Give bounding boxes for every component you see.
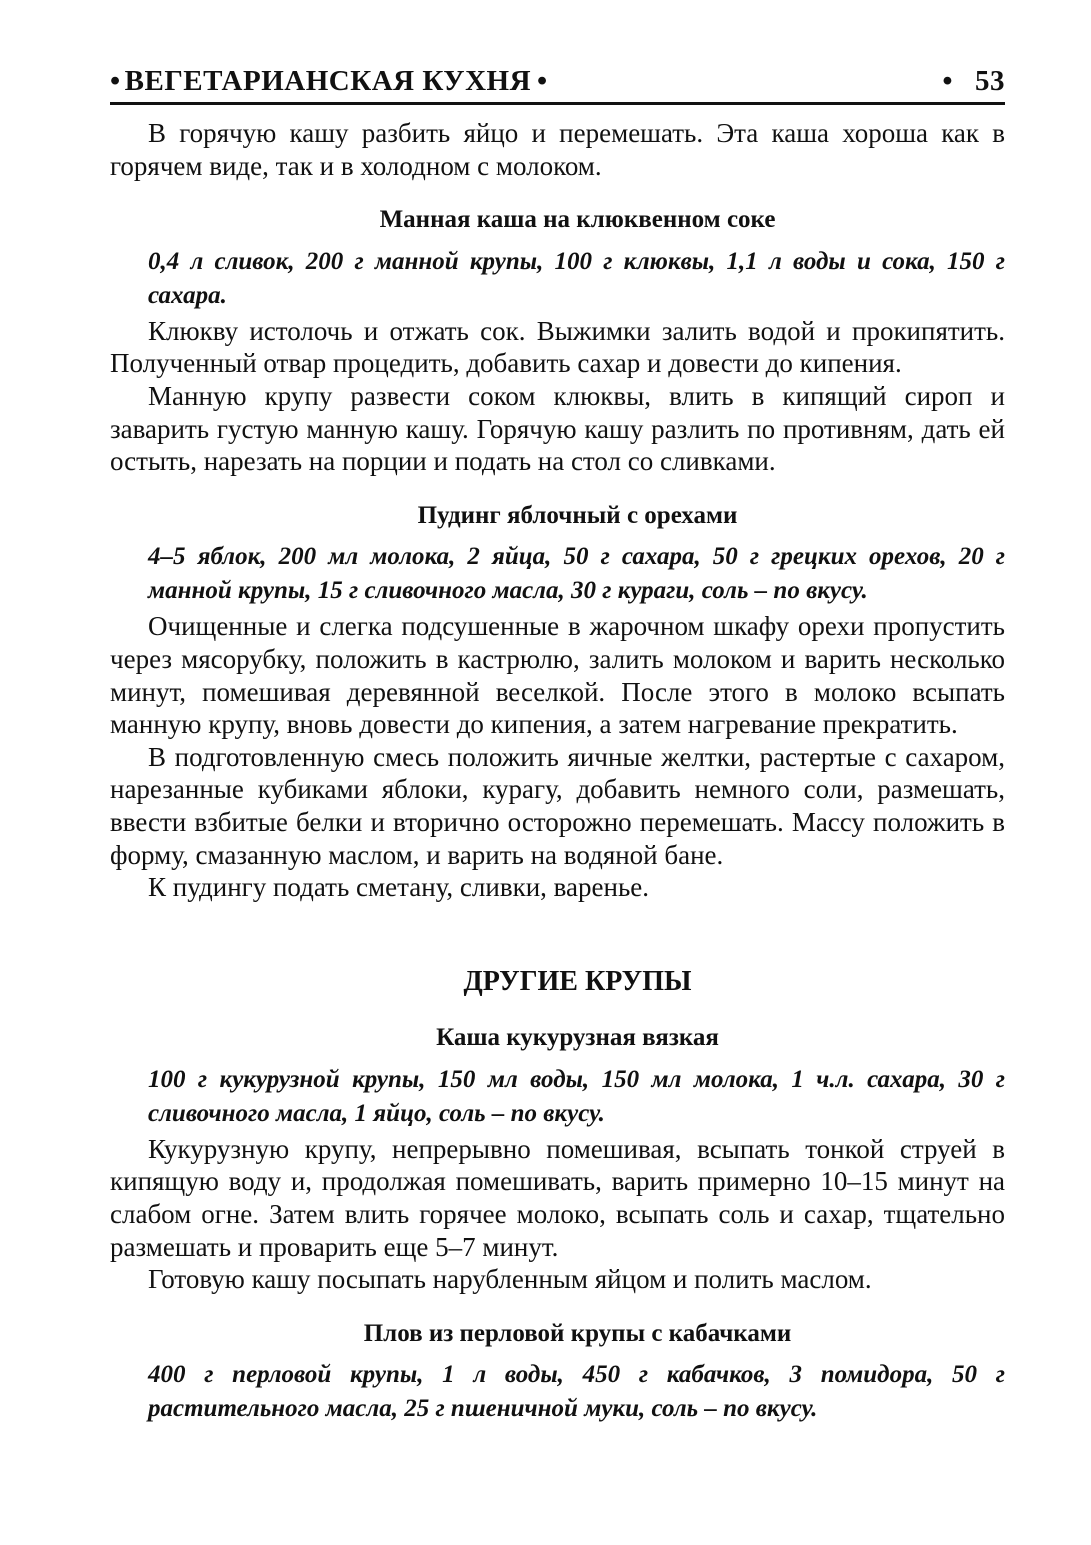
recipe-title: Каша кукурузная вязкая	[436, 1024, 719, 1052]
recipe-corn-porridge	[110, 1022, 1005, 1296]
recipe-paragraph: К пудингу подать сметану, сливки, варенье.	[148, 872, 650, 903]
running-header	[110, 58, 1005, 105]
recipe-apple-pudding	[110, 500, 1005, 904]
recipe-semolina-cranberry	[110, 204, 1005, 478]
ingredients-list: 0,4 л сливок, 200 г манной крупы, 100 г клюквы, 1,1 л воды и сока, 150 г сахара.	[148, 247, 1005, 309]
page-body	[110, 117, 1005, 1426]
recipe-paragraph: В подготовленную смесь положить яичные желтки, растертые с сахаром, нарезанные кубиками яблоки, курагу, добавить немного соли, размешать, ввести взбитые белки и вторично осторожно перемешать. Массу положить в форму, смазанную маслом, и варить на водяной бане.	[110, 741, 1005, 870]
recipe-barley-pilaf	[110, 1318, 1005, 1427]
page-number: • 53	[942, 65, 1005, 98]
intro-paragraph: В горячую кашу разбить яйцо и перемешать. Эта каша хороша как в горячем виде, так и в холодном с молоком.	[110, 118, 1005, 181]
recipe-paragraph: Готовую кашу посыпать нарубленным яйцом и полить маслом.	[148, 1264, 872, 1295]
recipe-paragraph: Кукурузную крупу, непрерывно помешивая, всыпать тонкой струей в кипящую воду и, продолжая помешивать, варить примерно 10–15 минут на слабом огне. Затем влить горячее молоко, всыпать соль и сахар, тщательно размешать и проварить еще 5–7 минут.	[110, 1133, 1005, 1262]
section-title: ДРУГИЕ КРУПЫ	[463, 965, 692, 997]
recipe-title: Манная каша на клюквенном соке	[379, 206, 776, 234]
ingredients-list: 4–5 яблок, 200 мл молока, 2 яйца, 50 г сахара, 50 г грецких орехов, 20 г манной крупы, 15 г сливочного масла, 30 г кураги, соль – по вкусу.	[148, 543, 1005, 605]
recipe-paragraph: Клюкву истолочь и отжать сок. Выжимки залить водой и прокипятить. Полученный отвар процедить, добавить сахар и довести до кипения.	[110, 315, 1005, 379]
running-header-title: • ВЕГЕТАРИАНСКАЯ КУХНЯ •	[110, 65, 548, 98]
ingredients-list: 400 г перловой крупы, 1 л воды, 450 г кабачков, 3 помидора, 50 г растительного масла, 25 г пшеничной муки, соль – по вкусу.	[148, 1361, 1005, 1423]
recipe-paragraph: Очищенные и слегка подсушенные в жарочном шкафу орехи пропустить через мясорубку, положить в кастрюлю, залить молоком и варить несколько минут, помешивая деревянной веселкой. После этого в молоко всыпать манную крупу, вновь довести до кипения, а затем нагревание прекратить.	[110, 611, 1005, 740]
recipe-paragraph: Манную крупу развести соком клюквы, влить в кипящий сироп и заварить густую манную кашу. Горячую кашу разлить по противням, дать ей остыть, нарезать на порции и подать на стол со сливками.	[110, 380, 1005, 477]
recipe-title: Пудинг яблочный с орехами	[417, 501, 738, 529]
ingredients-list: 100 г кукурузной крупы, 150 мл воды, 150 мл молока, 1 ч.л. сахара, 30 г сливочного масла, 1 яйцо, соль – по вкусу.	[148, 1065, 1005, 1127]
recipe-title: Плов из перловой крупы с кабачками	[363, 1319, 792, 1347]
book-page	[110, 58, 1005, 1428]
